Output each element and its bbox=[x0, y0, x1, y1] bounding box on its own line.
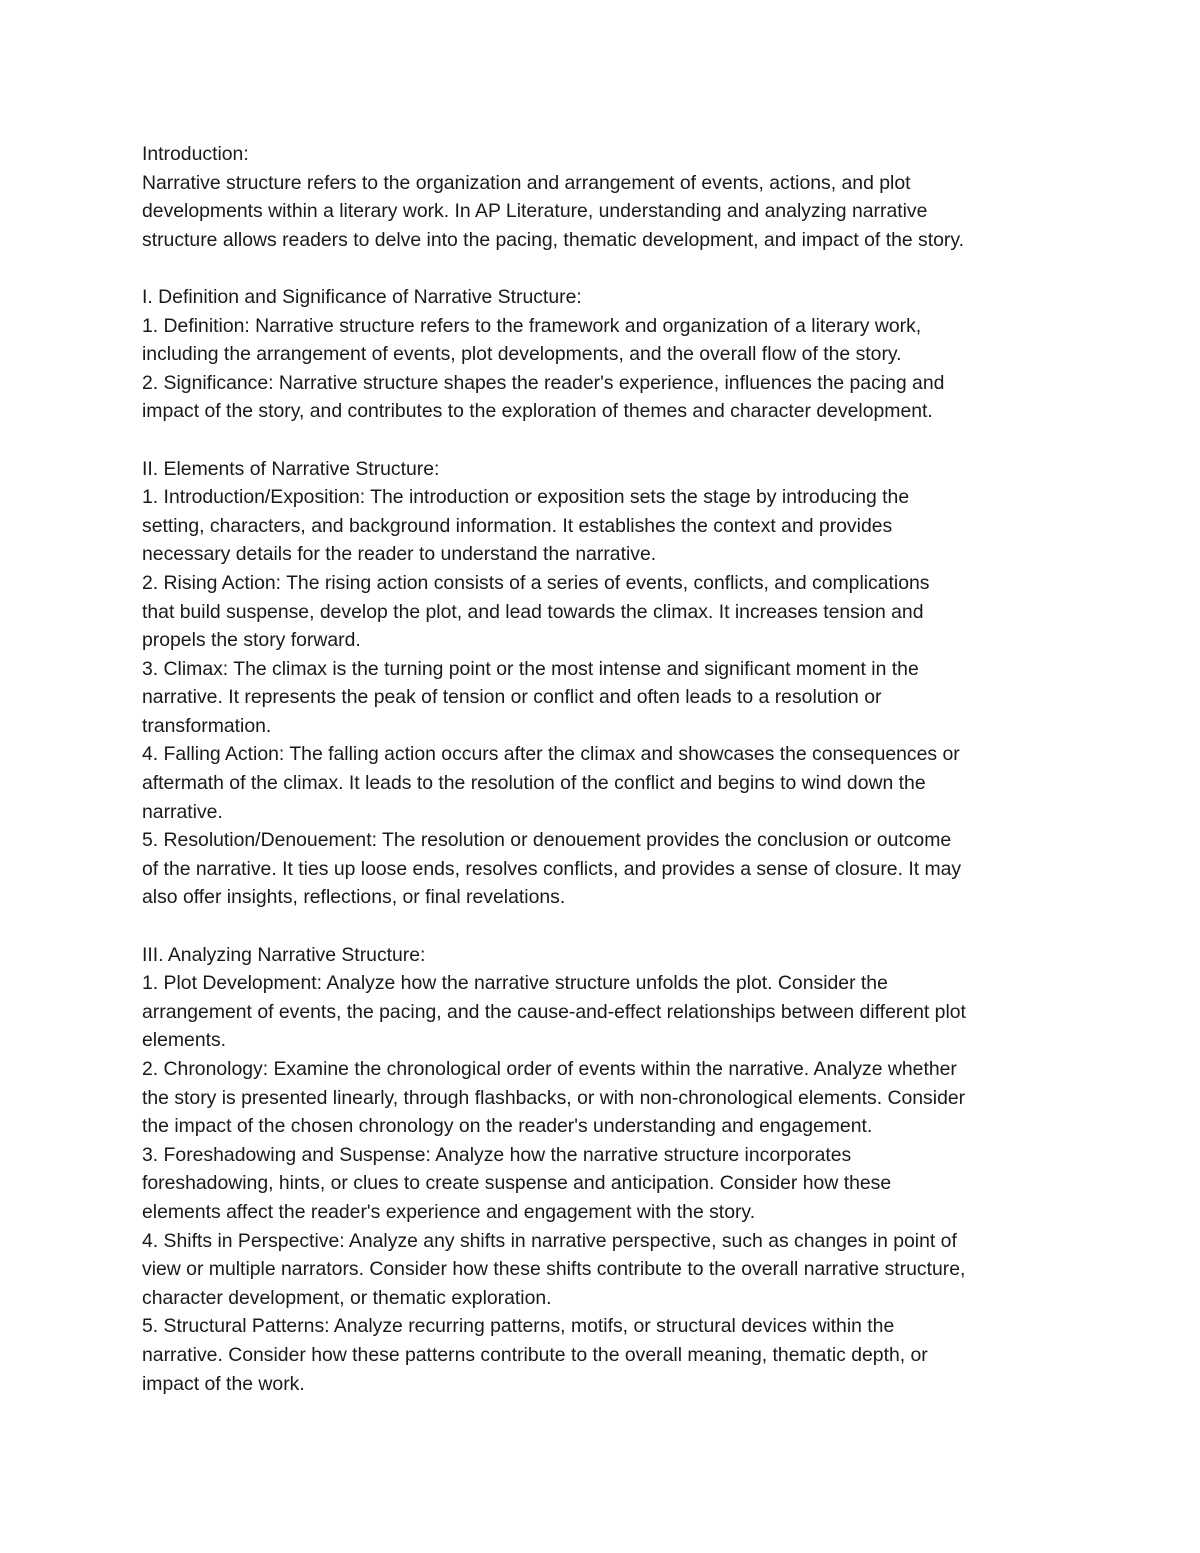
section-heading: I. Definition and Significance of Narrative Structure: bbox=[142, 285, 582, 308]
introduction-heading: Introduction: bbox=[142, 143, 249, 165]
text-line: including the arrangement of events, plot developments, and the overall flow of the story. bbox=[142, 343, 902, 366]
text-line: 3. Foreshadowing and Suspense: Analyze how the narrative structure incorporates bbox=[142, 1143, 852, 1166]
text-line: of the narrative. It ties up loose ends, resolves conflicts, and provides a sense of closure. It may bbox=[142, 857, 962, 880]
text-line: aftermath of the climax. It leads to the resolution of the conflict and begins to wind down the bbox=[142, 772, 926, 795]
text-line: impact of the work. bbox=[142, 1372, 305, 1395]
text-line: 2. Rising Action: The rising action consists of a series of events, conflicts, and complications bbox=[142, 571, 930, 594]
text-line: elements. bbox=[142, 1029, 227, 1052]
text-line: foreshadowing, hints, or clues to create suspense and anticipation. Consider how these bbox=[142, 1172, 892, 1195]
document-body bbox=[142, 140, 1067, 1398]
text-line: the story is presented linearly, through flashbacks, or with non-chronological elements. Consider bbox=[142, 1086, 966, 1109]
text-line: 1. Definition: Narrative structure refers to the framework and organization of a literary work, bbox=[142, 314, 922, 337]
section-heading: II. Elements of Narrative Structure: bbox=[142, 457, 440, 480]
text-line: narrative. It represents the peak of tension or conflict and often leads to a resolution or bbox=[142, 686, 882, 709]
elements-section bbox=[142, 455, 1067, 913]
text-line: 3. Climax: The climax is the turning point or the most intense and significant moment in the bbox=[142, 657, 919, 680]
text-line: 2. Significance: Narrative structure shapes the reader's experience, influences the pacing and bbox=[142, 371, 945, 394]
analyzing-section bbox=[142, 941, 1067, 1399]
text-line: setting, characters, and background information. It establishes the context and provides bbox=[142, 514, 893, 537]
text-line: 5. Resolution/Denouement: The resolution or denouement provides the conclusion or outcome bbox=[142, 829, 952, 852]
text-line: also offer insights, reflections, or final revelations. bbox=[142, 886, 566, 909]
section-heading: III. Analyzing Narrative Structure: bbox=[142, 943, 426, 966]
text-line: the impact of the chosen chronology on the reader's understanding and engagement. bbox=[142, 1115, 873, 1138]
text-line: necessary details for the reader to understand the narrative. bbox=[142, 543, 657, 566]
text-line: 1. Introduction/Exposition: The introduction or exposition sets the stage by introducing the bbox=[142, 486, 910, 509]
text-line: propels the story forward. bbox=[142, 629, 361, 652]
text-line: transformation. bbox=[142, 714, 272, 737]
text-line: 1. Plot Development: Analyze how the narrative structure unfolds the plot. Consider the bbox=[142, 972, 888, 995]
definition-significance-section bbox=[142, 283, 1067, 426]
text-line: character development, or thematic exploration. bbox=[142, 1286, 552, 1309]
text-line: narrative. Consider how these patterns contribute to the overall meaning, thematic depth, or bbox=[142, 1343, 928, 1366]
text-line: Narrative structure refers to the organization and arrangement of events, actions, and plot bbox=[142, 171, 911, 194]
text-line: narrative. bbox=[142, 800, 223, 823]
text-line: developments within a literary work. In AP Literature, understanding and analyzing narrative bbox=[142, 200, 928, 223]
text-line: that build suspense, develop the plot, and lead towards the climax. It increases tension and bbox=[142, 600, 924, 623]
introduction-section bbox=[142, 140, 1067, 254]
text-line: impact of the story, and contributes to the exploration of themes and character development. bbox=[142, 400, 933, 423]
text-line: 2. Chronology: Examine the chronological order of events within the narrative. Analyze whether bbox=[142, 1058, 957, 1080]
text-line: 5. Structural Patterns: Analyze recurring patterns, motifs, or structural devices within the bbox=[142, 1315, 895, 1338]
text-line: elements affect the reader's experience and engagement with the story. bbox=[142, 1200, 756, 1223]
text-line: 4. Falling Action: The falling action occurs after the climax and showcases the consequences or bbox=[142, 743, 960, 766]
text-line: 4. Shifts in Perspective: Analyze any shifts in narrative perspective, such as changes in point of bbox=[142, 1229, 957, 1252]
text-line: arrangement of events, the pacing, and the cause-and-effect relationships between different plot bbox=[142, 1000, 966, 1023]
text-line: structure allows readers to delve into the pacing, thematic development, and impact of the story. bbox=[142, 228, 965, 251]
text-line: view or multiple narrators. Consider how these shifts contribute to the overall narrative structure, bbox=[142, 1258, 966, 1281]
